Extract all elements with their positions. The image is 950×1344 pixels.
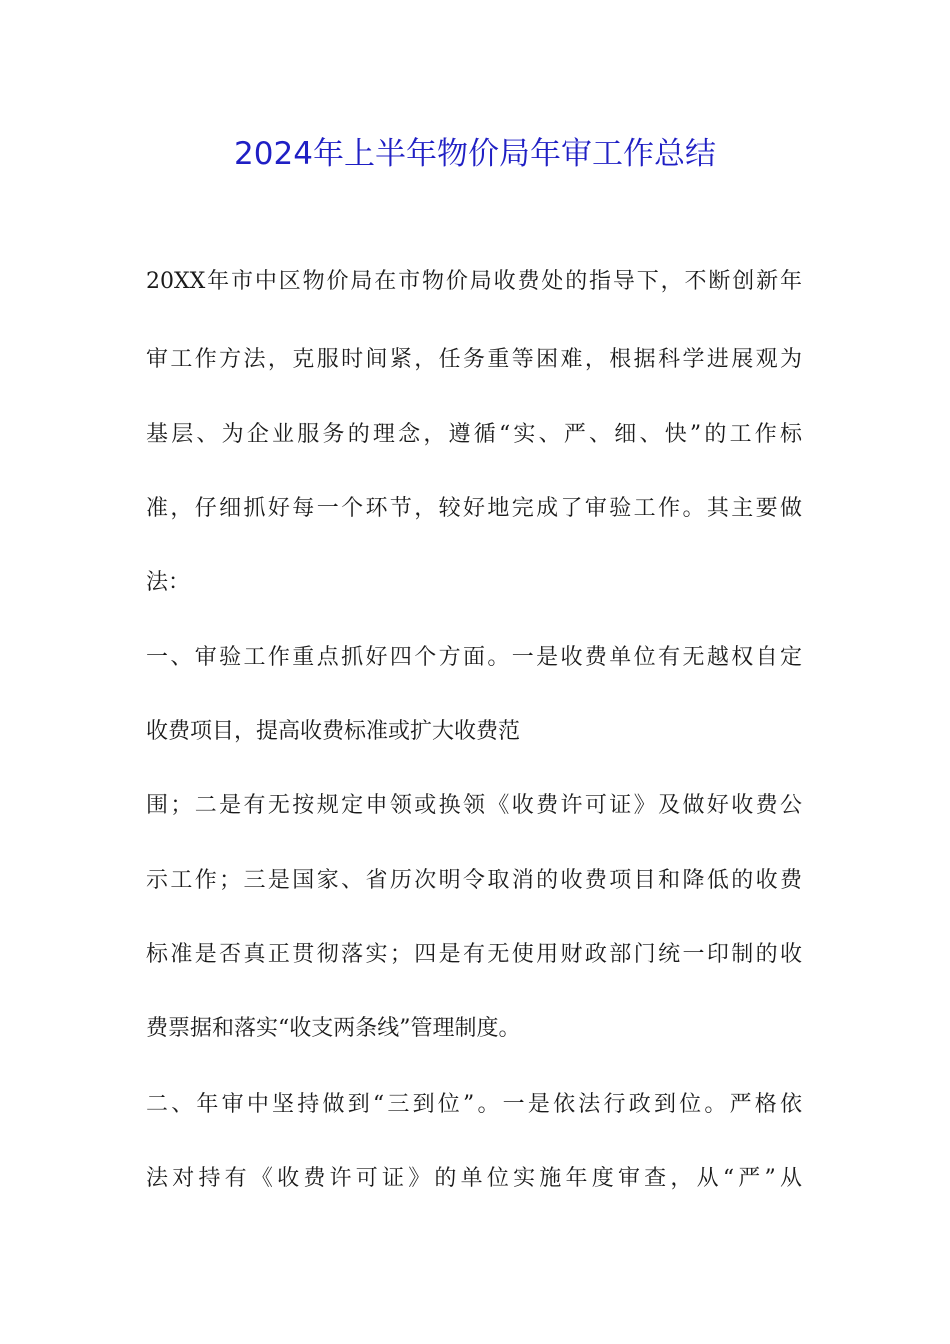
paragraph-line: 法： <box>146 570 191 595</box>
paragraph-line: 标准是否真正贯彻落实；四是有无使用财政部门统一印制的收 <box>146 942 802 967</box>
paragraph-line: 示工作；三是国家、省历次明令取消的收费项目和降低的收费 <box>146 868 802 893</box>
paragraph-line: 收费项目，提高收费标准或扩大收费范 <box>146 719 521 744</box>
paragraph-line: 基层、为企业服务的理念，遵循“实、严、细、快”的工作标 <box>146 422 802 447</box>
paragraph-line: 围；二是有无按规定申领或换领《收费许可证》及做好收费公 <box>146 793 802 818</box>
paragraph-line: 一、审验工作重点抓好四个方面。一是收费单位有无越权自定 <box>146 645 802 670</box>
document-title: 2024年上半年物价局年审工作总结 <box>234 136 716 172</box>
paragraph-line: 20XX年市中区物价局在市物价局收费处的指导下，不断创新年 <box>146 269 802 294</box>
paragraph-line: 费票据和落实“收支两条线”管理制度。 <box>146 1016 521 1041</box>
paragraph-line: 审工作方法，克服时间紧，任务重等困难，根据科学进展观为 <box>146 347 802 372</box>
paragraph-line: 二、年审中坚持做到“三到位”。一是依法行政到位。严格依 <box>146 1092 802 1117</box>
paragraph-line: 法对持有《收费许可证》的单位实施年度审查，从“严”从 <box>146 1166 802 1191</box>
paragraph-line: 准，仔细抓好每一个环节，较好地完成了审验工作。其主要做 <box>146 496 802 521</box>
